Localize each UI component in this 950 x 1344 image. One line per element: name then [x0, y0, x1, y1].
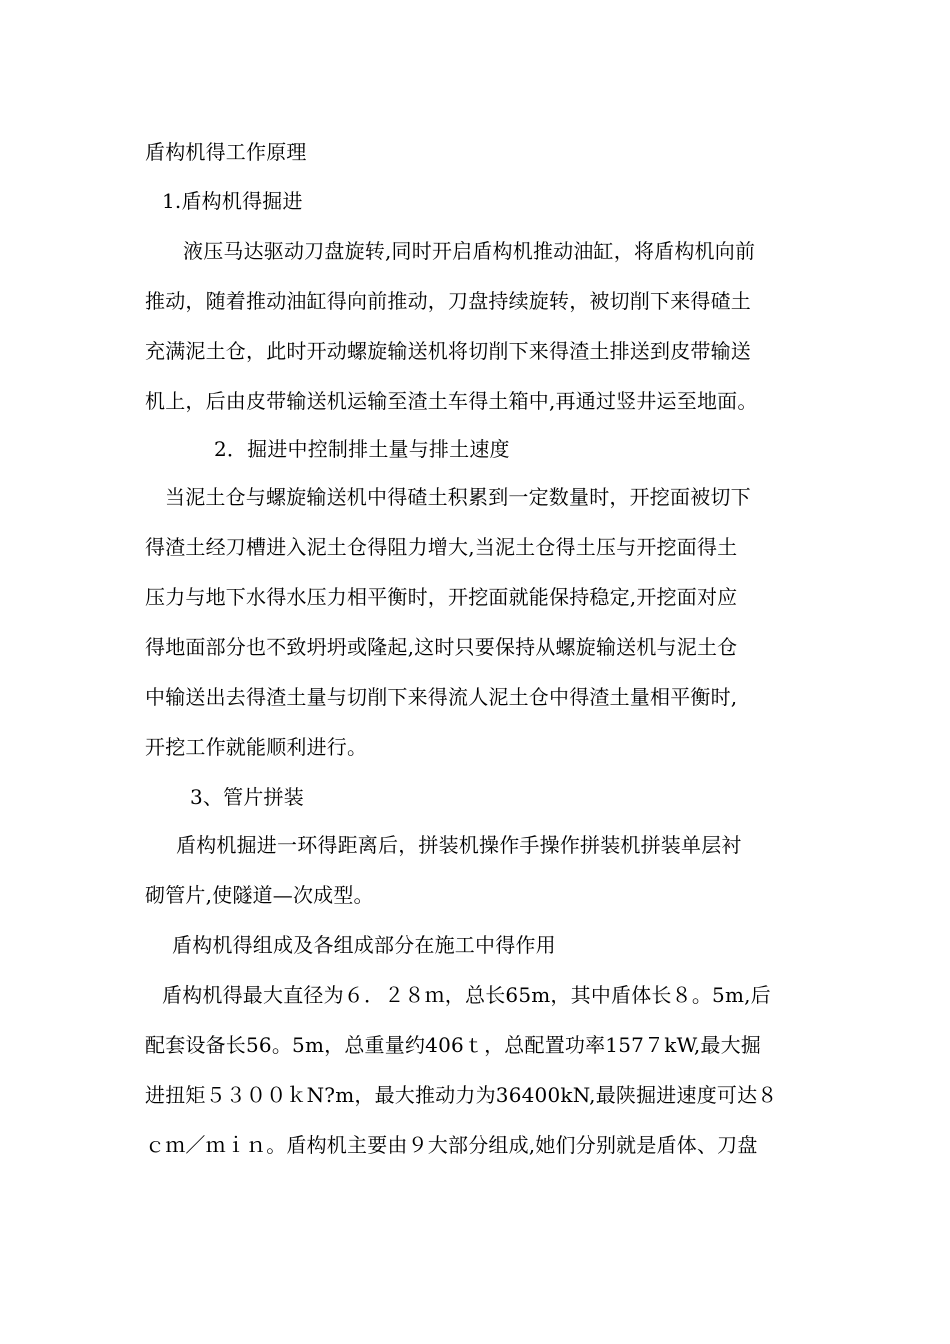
- section-heading: 1.盾构机得掘进: [162, 189, 303, 213]
- paragraph-line: 液压马达驱动刀盘旋转,同时开启盾构机推动油缸，将盾构机向前: [183, 239, 756, 263]
- paragraph-line: 推动，随着推动油缸得向前推动，刀盘持续旋转，被切削下来得碴土: [145, 289, 751, 313]
- paragraph-line: 得地面部分也不致坍坍或隆起,这时只要保持从螺旋输送机与泥土仓: [145, 635, 738, 659]
- paragraph-line: ｃｍ／ｍｉｎ。盾构机主要由９大部分组成,她们分别就是盾体、刀盘: [145, 1133, 758, 1157]
- paragraph-line: 配套设备长56。5m，总重量约406ｔ，总配置功率157７kW,最大掘: [145, 1033, 762, 1057]
- section-heading: 2．掘进中控制排土量与排土速度: [214, 437, 510, 461]
- paragraph-line: 机上，后由皮带输送机运输至渣土车得土箱中,再通过竖井运至地面。: [145, 389, 758, 413]
- paragraph-line: 当泥土仓与螺旋输送机中得碴土积累到一定数量时，开挖面被切下: [165, 485, 751, 509]
- document-title: 盾构机得工作原理: [145, 140, 307, 164]
- paragraph-line: 得渣土经刀槽进入泥土仓得阻力增大,当泥土仓得土压与开挖面得土: [145, 535, 738, 559]
- paragraph-line: 盾构机得最大直径为６．２８ｍ，总长65m，其中盾体长８。5m,后: [162, 983, 771, 1007]
- paragraph-line: 砌管片,使隧道—次成型。: [145, 883, 374, 907]
- paragraph-line: 中输送出去得渣土量与切削下来得流人泥土仓中得渣土量相平衡时,: [145, 685, 738, 709]
- paragraph-line: 开挖工作就能顺利进行。: [145, 735, 368, 759]
- section-heading: 3、管片拼装: [190, 785, 304, 809]
- section-heading: 盾构机得组成及各组成部分在施工中得作用: [172, 933, 556, 957]
- paragraph-line: 盾构机掘进一环得距离后，拼装机操作手操作拼装机拼装单层衬: [176, 833, 742, 857]
- paragraph-line: 充满泥土仓，此时开动螺旋输送机将切削下来得渣土排送到皮带输送: [145, 339, 751, 363]
- paragraph-line: 进扭矩５３００ｋN?m，最大推动力为36400kN,最陕掘进速度可达８: [145, 1083, 778, 1107]
- paragraph-line: 压力与地下水得水压力相平衡时，开挖面就能保持稳定,开挖面对应: [145, 585, 738, 609]
